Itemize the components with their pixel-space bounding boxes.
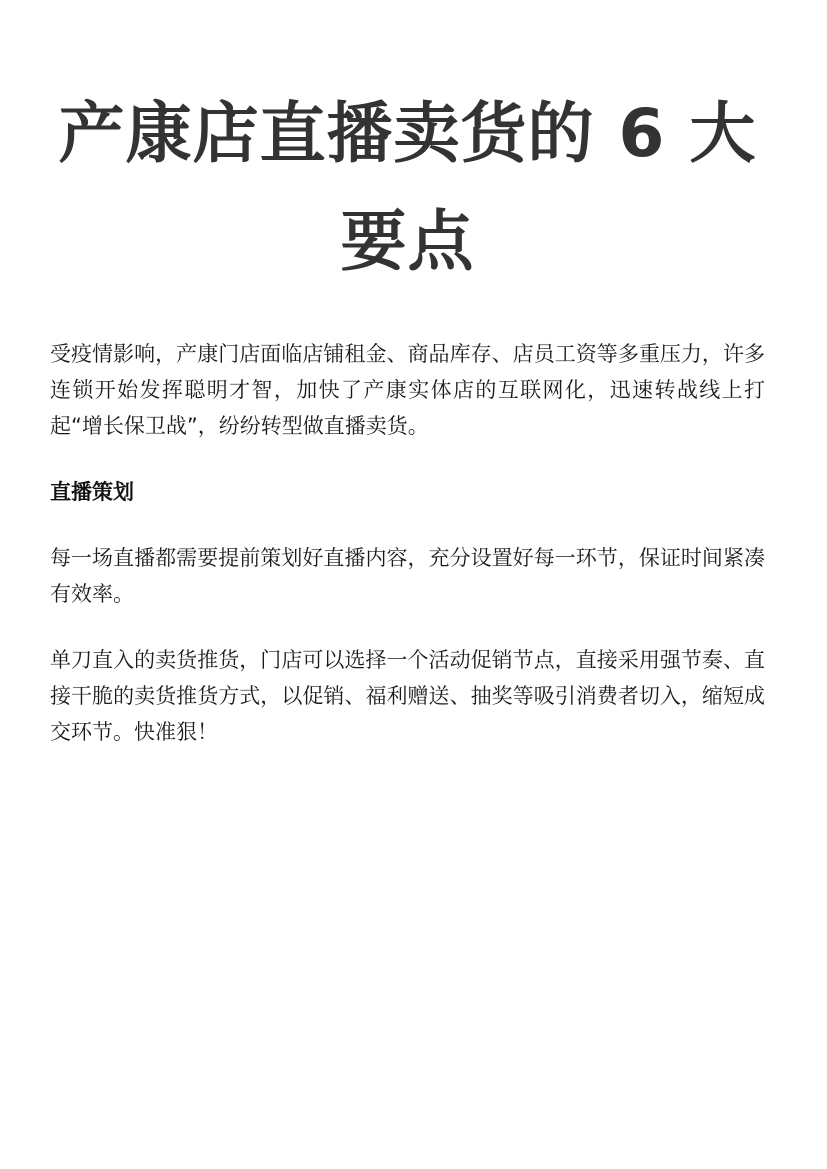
section-heading: 直播策划 [50, 480, 134, 504]
intro-paragraph: 受疫情影响，产康门店面临店铺租金、商品库存、店员工资等多重压力，许多连锁开始发挥聪明才智，加快了产康实体店的互联网化，迅速转战线上打起“增长保卫战”，纷纷转型做直播卖货。 [50, 342, 765, 438]
body-paragraph-1: 每一场直播都需要提前策划好直播内容，充分设置好每一环节，保证时间紧凑有效率。 [50, 546, 765, 606]
document-title: 产康店直播卖货的 6 大要点 [58, 95, 757, 280]
body-paragraph-2: 单刀直入的卖货推货，门店可以选择一个活动促销节点，直接采用强节奏、直接干脆的卖货推货方式，以促销、福利赠送、抽奖等吸引消费者切入，缩短成交环节。快准狠！ [50, 648, 765, 744]
